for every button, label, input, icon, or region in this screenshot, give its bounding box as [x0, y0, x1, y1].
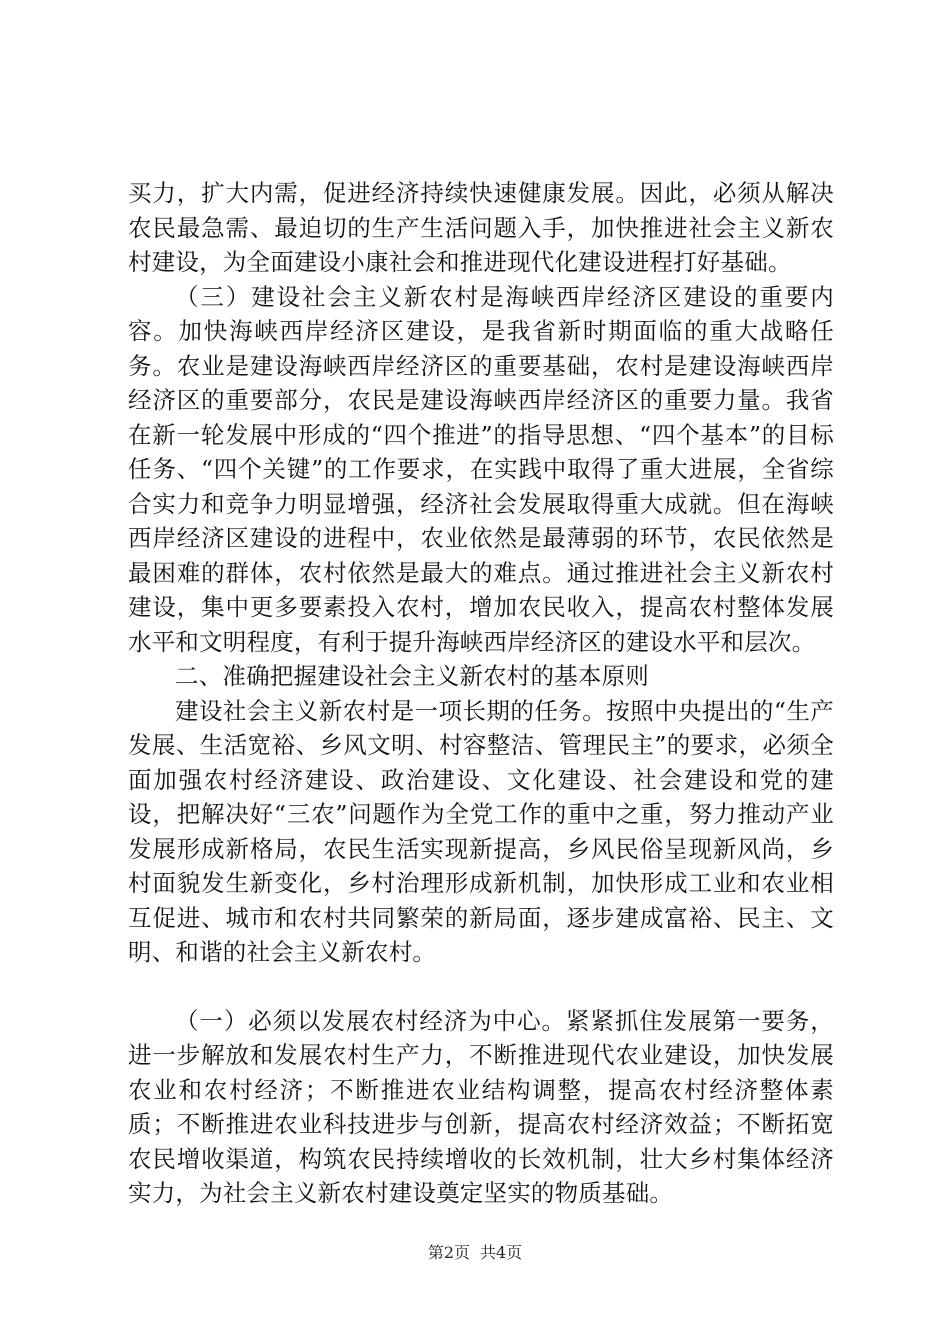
- paragraph-principle-one: （一）必须以发展农村经济为中心。紧紧抓住发展第一要务，进一步解放和发展农村生产力，不断推进现代农业建设，加快发展农业和农村经济；不断推进农业结构调整，提高农村经济整体素质；不断推进农业科技进步与创新，提高农村经济效益；不断拓宽农民增收渠道，构筑农民持续增收的长效机制，壮大乡村集体经济实力，为社会主义新农村建设奠定坚实的物质基础。: [128, 1006, 834, 1207]
- paragraph-continuation: 买力，扩大内需，促进经济持续快速健康发展。因此，必须从解决农民最急需、最迫切的生产生活问题入手，加快推进社会主义新农村建设，为全面建设小康社会和推进现代化建设进程打好基础。: [128, 179, 834, 276]
- page-footer: [0, 1243, 950, 1263]
- paragraph-principles-intro: 建设社会主义新农村是一项长期的任务。按照中央提出的“生产发展、生活宽裕、乡风文明、村容整洁、管理民主”的要求，必须全面加强农村经济建设、政治建设、文化建设、社会建设和党的建设，把解决好“三农”问题作为全党工作的重中之重，努力推动产业发展形成新格局，农民生活实现新提高，乡风民俗呈现新风尚，乡村面貌发生新变化，乡村治理形成新机制，加快形成工业和农业相互促进、城市和农村共同繁荣的新局面，逐步建成富裕、民主、文明、和谐的社会主义新农村。: [128, 696, 834, 966]
- paragraph-section-three: （三）建设社会主义新农村是海峡西岸经济区建设的重要内容。加快海峡西岸经济区建设，是我省新时期面临的重大战略任务。农业是建设海峡西岸经济区的重要基础，农村是建设海峡西岸经济区的重要部分，农民是建设海峡西岸经济区的重要力量。我省在新一轮发展中形成的“四个推进”的指导思想、“四个基本”的目标任务、“四个关键”的工作要求，在实践中取得了重大进展，全省综合实力和竞争力明显增强，经济社会发展取得重大成就。但在海峡西岸经济区建设的进程中，农业依然是最薄弱的环节，农民依然是最困难的群体，农村依然是最大的难点。通过推进社会主义新农村建设，集中更多要素投入农村，增加农民收入，提高农村整体发展水平和文明程度，有利于提升海峡西岸经济区的建设水平和层次。: [128, 282, 834, 656]
- section-heading-two: 二、准确把握建设社会主义新农村的基本原则: [175, 662, 649, 690]
- page-number: 第2页: [427, 1243, 470, 1262]
- document-body: [128, 176, 834, 1211]
- page-total: 共4页: [480, 1243, 523, 1262]
